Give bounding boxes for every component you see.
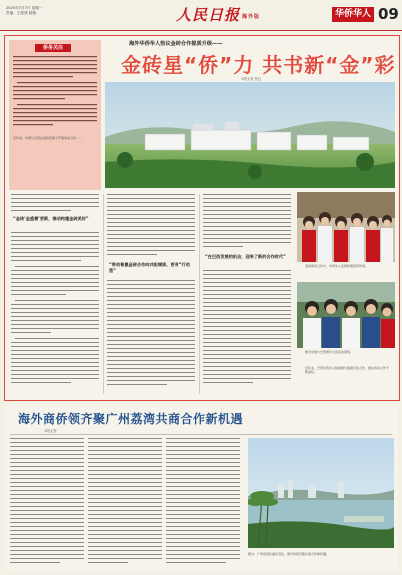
feature-tag: 侨务关注 <box>35 44 71 52</box>
bottom-photo-caption: 图为：广州荔湾区湖光景色，海外侨领齐聚共商合作新机遇。 <box>248 552 330 556</box>
bottom-headline: 海外商侨领齐聚广州荔湾共商合作新机遇 <box>18 412 244 426</box>
feature-frame <box>4 35 400 401</box>
group-photo <box>297 192 395 262</box>
logo-edition: 海外版 <box>242 13 261 20</box>
masthead-meta <box>6 6 42 16</box>
date-line: 2025年7月7日 星期一 <box>6 6 43 10</box>
subhead-3: “在巴西发展的机会，迎来了新的合作时代” <box>205 254 286 259</box>
byline: 本报记者 张红 <box>241 77 262 81</box>
subhead-2: “带动普惠金砖合作向共担增质、更有“行动派” <box>109 262 190 273</box>
editor-line: 责编：王燕燕 邮箱： <box>6 11 40 15</box>
newspaper-logo <box>176 4 260 25</box>
main-photo <box>105 82 395 188</box>
bottom-divider <box>10 434 392 435</box>
column-rule <box>199 194 200 394</box>
bottom-byline: 本报记者 <box>44 429 57 433</box>
column-rule <box>103 194 104 394</box>
masthead <box>0 0 402 31</box>
photo-caption-1: 近年来，巴西华侨华人积极参与两国交流合作，推动务实合作不断深化。 <box>305 366 390 375</box>
photo-caption-3: 图为中国与巴西青年交流活动现场。 <box>305 350 354 354</box>
exchange-photo <box>297 282 395 348</box>
body-col-1 <box>11 232 101 392</box>
kicker: 海外华侨华人热议金砖合作提质升级—— <box>129 41 223 47</box>
logo-text: 人民日报 <box>176 6 241 24</box>
page-number: 09 <box>378 5 399 23</box>
headline: 金砖星“侨”力 共书新“金”彩 <box>121 53 396 77</box>
section-label: 华侨华人 <box>332 7 374 22</box>
lake-photo <box>248 438 394 548</box>
body-col-3-top <box>203 194 293 258</box>
body-col-2 <box>107 280 197 396</box>
bottom-story <box>4 404 398 572</box>
photo-caption-2: 金砖国家合作中，华侨华人发挥桥梁纽带作用。 <box>305 264 369 268</box>
bottom-body-text <box>10 438 244 568</box>
lead-caption: 近年来，中国与巴西在金砖机制下开展务实合作…… <box>13 136 83 140</box>
subhead-1: “金砖‘金盛着’更新，推动构建金砖美好” <box>13 216 89 221</box>
body-col-3 <box>203 270 293 394</box>
